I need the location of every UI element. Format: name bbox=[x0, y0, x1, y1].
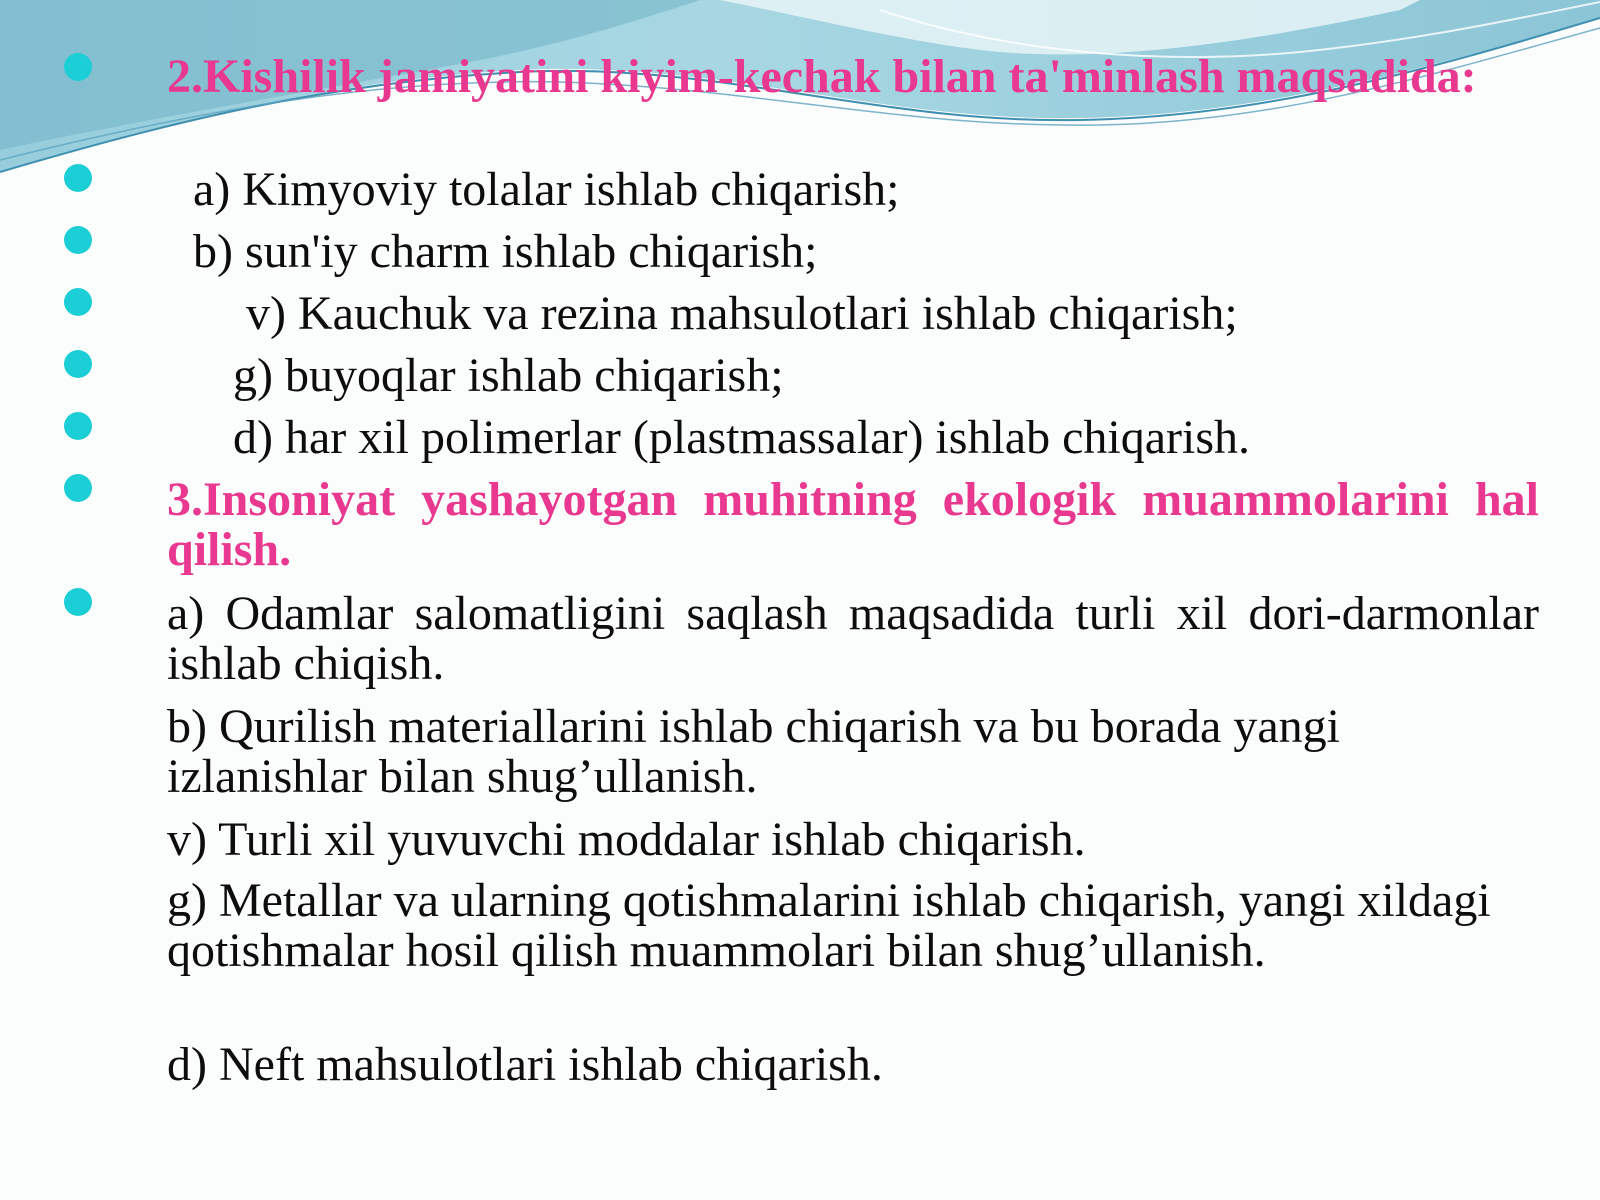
bullet-icon bbox=[64, 350, 92, 378]
section-heading-clothing: 2.Kishilik jamiyatini kiyim-kechak bilan ta'minlash maqsadida: bbox=[167, 50, 1477, 103]
list-item: a) Odamlar salomatligini saqlash maqsadida turli xil dori-darmonlar ishlab chiqish. bbox=[167, 587, 1539, 690]
list-item: a) Kimyoviy tolalar ishlab chiqarish; bbox=[193, 163, 900, 216]
bullet-icon bbox=[64, 412, 92, 440]
list-item: d) har xil polimerlar (plastmassalar) ishlab chiqarish. bbox=[233, 411, 1251, 464]
bullet-icon bbox=[64, 474, 92, 502]
list-item: d) Neft mahsulotlari ishlab chiqarish. bbox=[167, 1038, 883, 1091]
bullet-icon bbox=[64, 288, 92, 316]
list-item: v) Turli xil yuvuvchi moddalar ishlab chiqarish. bbox=[167, 813, 1086, 866]
section-heading-ecology: 3.Insoniyat yashayotgan muhitning ekologik muammolarini hal qilish. bbox=[167, 473, 1539, 576]
list-item: b) Qurilish materiallarini ishlab chiqarish va bu borada yangi izlanishlar bilan shug’ullanish. bbox=[167, 700, 1340, 803]
bullet-icon bbox=[64, 53, 92, 81]
bullet-icon bbox=[64, 226, 92, 254]
list-item: g) Metallar va ularning qotishmalarini ishlab chiqarish, yangi xildagi qotishmalar hosil qilish muammolari bilan shug’ullanish. bbox=[167, 874, 1491, 977]
list-item: g) buyoqlar ishlab chiqarish; bbox=[233, 349, 784, 402]
list-item: b) sun'iy charm ishlab chiqarish; bbox=[193, 225, 818, 278]
bullet-icon bbox=[64, 164, 92, 192]
list-item: v) Kauchuk va rezina mahsulotlari ishlab chiqarish; bbox=[246, 287, 1238, 340]
bullet-icon bbox=[64, 588, 92, 616]
